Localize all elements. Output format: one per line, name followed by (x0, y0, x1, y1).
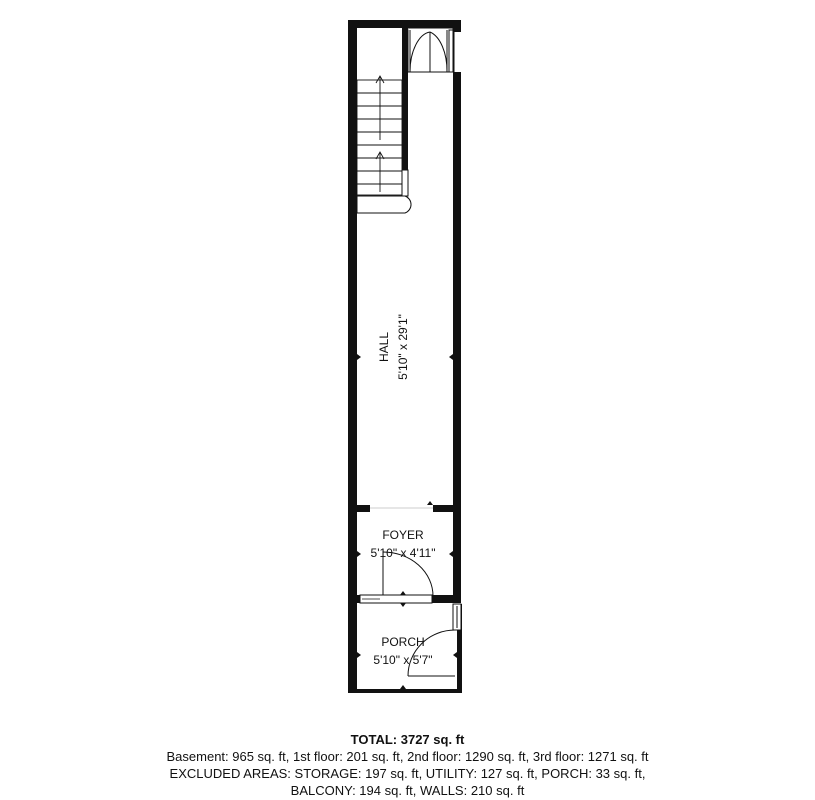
area-summary (0, 731, 815, 799)
total-area: TOTAL: 3727 sq. ft (350, 732, 465, 747)
wall-left (348, 20, 357, 692)
wall-right (453, 72, 461, 602)
porch-marker-right (453, 652, 457, 658)
floor-areas: Basement: 965 sq. ft, 1st floor: 201 sq. ft, 2nd floor: 1290 sq. ft, 3rd floor: 1271 sq. ft (166, 749, 649, 764)
hall-marker-right (449, 354, 453, 360)
threshold-marker-top (400, 591, 406, 595)
excluded-areas-cont: BALCONY: 194 sq. ft, WALLS: 210 sq. ft (290, 783, 525, 798)
door-top-entry (403, 28, 454, 72)
hall-marker-left (357, 354, 361, 360)
porch-marker-bottom (400, 685, 406, 689)
hall-dims: 5'10" x 29'1" (396, 314, 410, 380)
porch-name: PORCH (381, 635, 425, 649)
excluded-areas: EXCLUDED AREAS: STORAGE: 197 sq. ft, UTILITY: 127 sq. ft, PORCH: 33 sq. ft, (169, 766, 646, 781)
wall-top (348, 20, 461, 28)
porch-dims: 5'10" x 5'7" (373, 653, 433, 667)
stair-rail (402, 170, 408, 196)
foyer-marker-left (357, 551, 361, 557)
wall-hall-foyer-right (433, 505, 461, 512)
porch-marker-left (357, 652, 361, 658)
foyer-name: FOYER (382, 528, 424, 542)
stair-newel (357, 196, 411, 213)
foyer-dims: 5'10" x 4'11" (370, 546, 436, 560)
hall-marker-bottom (427, 501, 433, 505)
wall-foyer-porch-left (348, 595, 360, 603)
hall-name: HALL (377, 331, 391, 363)
wall-foyer-porch-right (432, 595, 461, 603)
foyer-marker-right (449, 551, 453, 557)
threshold-marker-bottom (400, 603, 406, 607)
porch-window (453, 604, 461, 630)
wall-hall-foyer-left (348, 505, 370, 512)
wall-bottom (348, 689, 462, 693)
staircase (357, 76, 402, 195)
